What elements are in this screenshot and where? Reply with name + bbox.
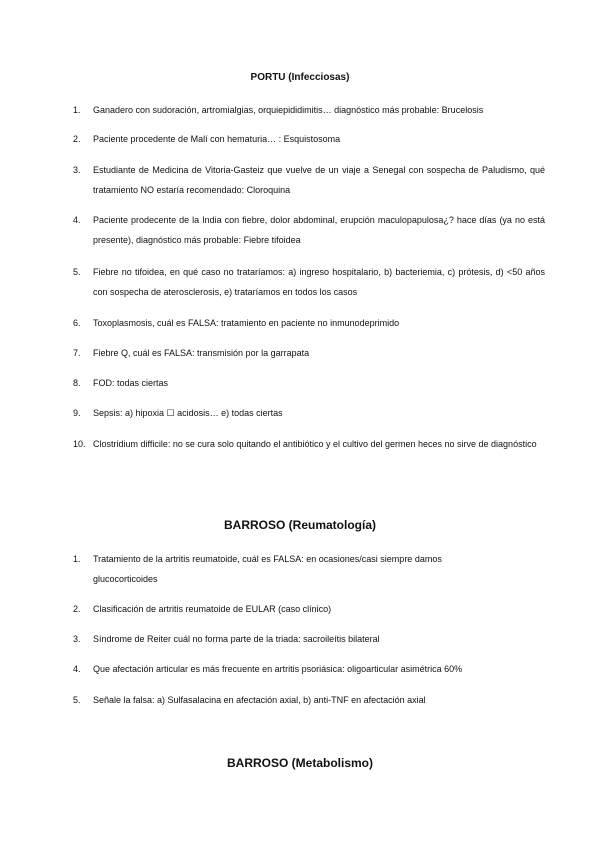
- item-number: 4.: [73, 215, 81, 225]
- item-number: 3.: [73, 634, 81, 644]
- section-title: PORTU (Infecciosas): [250, 72, 350, 83]
- item-text: Señale la falsa: a) Sulfasalacina en afectación axial, b) anti-TNF en afectación axial: [93, 695, 426, 705]
- item-number: 9.: [73, 408, 81, 418]
- item-text: Tratamiento de la artritis reumatoide, cuál es FALSA: en ocasiones/casi siempre damos glucocorticoides: [93, 554, 442, 584]
- item-number: 7.: [73, 348, 81, 358]
- item-number: 2.: [73, 134, 81, 144]
- item-text: Sepsis: a) hipoxia ☐ acidosis… e) todas ciertas: [93, 408, 283, 418]
- item-text: Que afectación articular es más frecuente en artritis psoriásica: oligoarticular asimétrica 60%: [93, 664, 463, 674]
- item-text: Clostridium difficile: no se cura solo quitando el antibiótico y el cultivo del germen heces no sirve de diagnóstico: [93, 439, 537, 449]
- item-number: 2.: [73, 604, 81, 614]
- item-number: 10.: [73, 439, 86, 449]
- item-number: 5.: [73, 267, 81, 277]
- item-number: 1.: [73, 554, 81, 564]
- item-text: FOD: todas ciertas: [93, 378, 169, 388]
- item-text: Paciente procedente de Malí con hematuria… : Esquistosoma: [93, 134, 341, 144]
- item-number: 1.: [73, 105, 81, 115]
- item-text: Fiebre no tifoidea, en qué caso no trataríamos: a) ingreso hospitalario, b) bacteriemia, c) prótesis, d) <50 años con sospecha de aterosclerosis, e) trataríamos en todos los casos: [93, 267, 545, 297]
- item-text: Ganadero con sudoración, artromialgias, orquiepididimitis… diagnóstico más probable: Brucelosis: [93, 105, 484, 115]
- item-text: Toxoplasmosis, cuál es FALSA: tratamiento en paciente no inmunodeprimido: [93, 318, 400, 328]
- item-text: Paciente prodecente de la India con fiebre, dolor abdominal, erupción maculopapulosa¿? hace días (ya no está presente), diagnóstico más probable: Fiebre tifoidea: [93, 215, 545, 245]
- item-text: Síndrome de Reiter cuál no forma parte de la triada: sacroileítis bilateral: [93, 634, 380, 644]
- item-number: 6.: [73, 318, 81, 328]
- item-number: 8.: [73, 378, 81, 388]
- item-text: Fiebre Q, cuál es FALSA: transmisión por la garrapata: [93, 348, 310, 358]
- item-number: 5.: [73, 695, 81, 705]
- section-title: BARROSO (Metabolismo): [226, 756, 373, 770]
- section-title: BARROSO (Reumatología): [223, 518, 376, 532]
- item-text: Clasificación de artritis reumatoide de EULAR (caso clínico): [93, 604, 332, 614]
- item-number: 3.: [73, 165, 81, 175]
- item-number: 4.: [73, 664, 81, 674]
- item-text: Estudiante de Medicina de Vitoria-Gasteiz que vuelve de un viaje a Senegal con sospecha de Paludismo, qué tratamiento NO estaría recomendado: Cloroquina: [93, 165, 545, 195]
